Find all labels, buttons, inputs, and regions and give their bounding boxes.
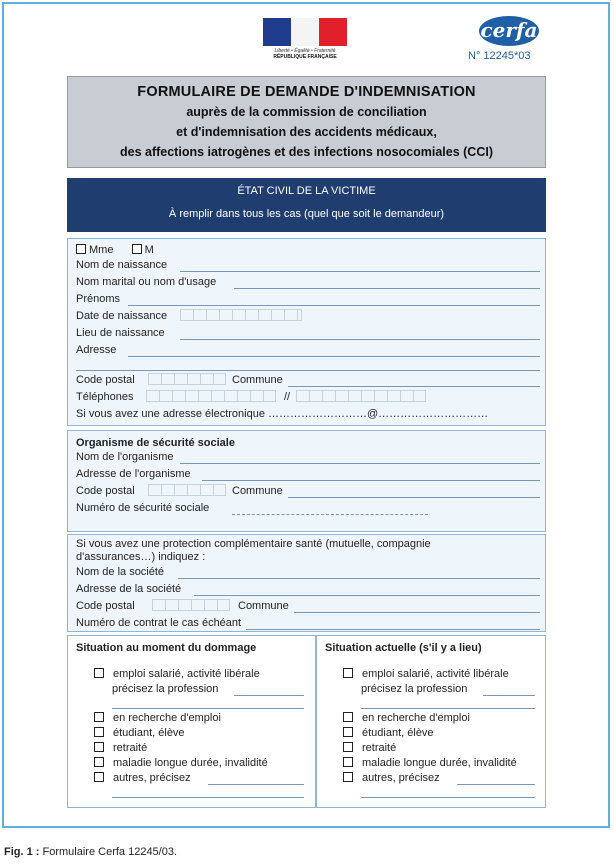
insurance-panel — [67, 534, 546, 632]
option-label: retraité — [113, 742, 148, 754]
damage-option-illness[interactable] — [94, 757, 268, 769]
birth-date-field[interactable] — [180, 309, 302, 321]
situation-damage-heading: Situation au moment du dommage — [76, 642, 257, 654]
banner-heading: ÉTAT CIVIL DE LA VICTIME — [237, 185, 376, 197]
option-label: en recherche d'emploi — [113, 712, 221, 724]
ins-postal-code-field[interactable] — [152, 599, 230, 611]
current-option-retired[interactable] — [343, 742, 396, 754]
checkbox[interactable] — [343, 772, 353, 782]
form-title-box — [67, 76, 546, 168]
phones-label: Téléphones — [76, 391, 134, 403]
checkbox[interactable] — [343, 668, 353, 678]
checkbox[interactable] — [343, 712, 353, 722]
email-label: Si vous avez une adresse électronique ………………………@………………………… — [76, 408, 489, 420]
commune-field[interactable] — [288, 386, 540, 387]
mme-checkbox[interactable] — [76, 244, 86, 254]
damage-profession-label: précisez la profession — [112, 683, 219, 695]
form-subtitle-2: et d'indemnisation des accidents médicaux, — [176, 125, 437, 139]
damage-profession-field[interactable] — [234, 695, 304, 696]
checkbox[interactable] — [94, 668, 104, 678]
damage-option-other[interactable] — [94, 772, 191, 784]
current-option-other[interactable] — [343, 772, 440, 784]
phone-field-1[interactable] — [146, 390, 276, 402]
phone-separator: // — [284, 391, 291, 403]
civility-row — [76, 244, 154, 256]
birth-name-field[interactable] — [180, 271, 540, 272]
social-security-panel — [67, 430, 546, 532]
situation-damage-panel — [67, 635, 316, 808]
cerfa-number: N° 12245*03 — [468, 50, 531, 62]
checkbox[interactable] — [343, 757, 353, 767]
m-label: M — [144, 244, 154, 256]
damage-option-retired[interactable] — [94, 742, 147, 754]
current-profession-label: précisez la profession — [361, 683, 468, 695]
option-label: étudiant, élève — [113, 727, 185, 739]
option-label: emploi salarié, activité libérale — [362, 668, 509, 680]
checkbox[interactable] — [343, 742, 353, 752]
damage-option-job-seeking[interactable] — [94, 712, 221, 724]
damage-option-employment[interactable] — [94, 668, 260, 680]
ss-commune-field[interactable] — [288, 497, 540, 498]
checkbox[interactable] — [94, 727, 104, 737]
option-label: étudiant, élève — [362, 727, 434, 739]
ss-postal-code-label: Code postal — [76, 485, 135, 497]
caption-text: Formulaire Cerfa 12245/03. — [39, 846, 178, 858]
married-name-field[interactable] — [234, 288, 540, 289]
damage-other-field[interactable] — [208, 784, 304, 785]
married-name-label: Nom marital ou nom d'usage — [76, 276, 217, 288]
form-title: FORMULAIRE DE DEMANDE D'INDEMNISATION — [137, 84, 476, 100]
current-other-field[interactable] — [457, 784, 535, 785]
caption-label: Fig. 1 : — [4, 846, 40, 858]
situation-current-heading: Situation actuelle (s'il y a lieu) — [325, 642, 482, 654]
company-name-field[interactable] — [178, 578, 540, 579]
ins-commune-field[interactable] — [294, 612, 540, 613]
option-label: autres, précisez — [362, 772, 440, 784]
org-name-field[interactable] — [180, 463, 540, 464]
company-address-label: Adresse de la société — [76, 583, 182, 595]
birth-place-field[interactable] — [180, 339, 540, 340]
current-option-job-seeking[interactable] — [343, 712, 470, 724]
m-checkbox[interactable] — [132, 244, 142, 254]
victim-panel — [67, 238, 546, 426]
birth-date-label: Date de naissance — [76, 310, 168, 322]
checkbox[interactable] — [343, 727, 353, 737]
social-security-heading: Organisme de sécurité sociale — [76, 437, 235, 449]
org-name-label: Nom de l'organisme — [76, 451, 174, 463]
commune-label: Commune — [232, 374, 283, 386]
checkbox[interactable] — [94, 757, 104, 767]
current-option-illness[interactable] — [343, 757, 517, 769]
checkbox[interactable] — [94, 712, 104, 722]
postal-code-label: Code postal — [76, 374, 135, 386]
current-option-employment[interactable] — [343, 668, 509, 680]
birth-name-label: Nom de naissance — [76, 259, 168, 271]
option-label: en recherche d'emploi — [362, 712, 470, 724]
french-flag-icon — [263, 18, 347, 46]
rf-name: RÉPUBLIQUE FRANÇAISE — [273, 54, 337, 60]
ss-postal-code-field[interactable] — [148, 484, 226, 496]
first-names-field[interactable] — [128, 305, 540, 306]
current-other-field-2[interactable] — [361, 797, 535, 798]
checkbox[interactable] — [94, 772, 104, 782]
contract-label: Numéro de contrat le cas échéant — [76, 617, 242, 629]
option-label: autres, précisez — [113, 772, 191, 784]
address-field[interactable] — [128, 356, 540, 357]
org-address-field[interactable] — [202, 480, 540, 481]
ins-commune-label: Commune — [238, 600, 289, 612]
insurance-intro-1: Si vous avez une protection complémentaire santé (mutuelle, compagnie — [76, 538, 431, 550]
option-label: retraité — [362, 742, 397, 754]
damage-other-field-2[interactable] — [112, 797, 304, 798]
first-names-label: Prénoms — [76, 293, 121, 305]
option-label: emploi salarié, activité libérale — [113, 668, 260, 680]
republique-francaise-logo — [263, 18, 347, 68]
figure-caption — [4, 846, 177, 858]
contract-field[interactable] — [246, 629, 540, 630]
postal-code-field[interactable] — [148, 373, 226, 385]
damage-profession-field-2[interactable] — [112, 708, 304, 709]
ss-commune-label: Commune — [232, 485, 283, 497]
ins-postal-code-label: Code postal — [76, 600, 135, 612]
option-label: maladie longue durée, invalidité — [113, 757, 268, 769]
rf-motto: Liberté • Égalité • Fraternité — [274, 48, 336, 54]
banner-subheading: À remplir dans tous les cas (quel que soit le demandeur) — [168, 208, 445, 220]
checkbox[interactable] — [94, 742, 104, 752]
option-label: maladie longue durée, invalidité — [362, 757, 517, 769]
org-address-label: Adresse de l'organisme — [76, 468, 191, 480]
insurance-intro-2: d'assurances…) indiquez : — [76, 551, 206, 563]
birth-place-label: Lieu de naissance — [76, 327, 165, 339]
section-banner — [67, 178, 546, 232]
company-address-field[interactable] — [194, 595, 540, 596]
current-profession-field[interactable] — [483, 695, 535, 696]
ss-number-label: Numéro de sécurité sociale — [76, 502, 210, 514]
current-option-student[interactable] — [343, 727, 434, 739]
company-name-label: Nom de la société — [76, 566, 165, 578]
form-subtitle-3: des affections iatrogènes et des infections nosocomiales (CCI) — [119, 145, 493, 159]
address-field-line2[interactable] — [76, 370, 540, 371]
situation-current-panel — [316, 635, 546, 808]
mme-label: Mme — [89, 244, 114, 256]
phone-field-2[interactable] — [296, 390, 426, 402]
cerfa-logo: cerfa — [479, 16, 539, 46]
damage-option-student[interactable] — [94, 727, 185, 739]
ss-number-field[interactable] — [232, 514, 428, 515]
address-label: Adresse — [76, 344, 117, 356]
current-profession-field-2[interactable] — [361, 708, 535, 709]
form-subtitle-1: auprès de la commission de conciliation — [186, 105, 427, 119]
